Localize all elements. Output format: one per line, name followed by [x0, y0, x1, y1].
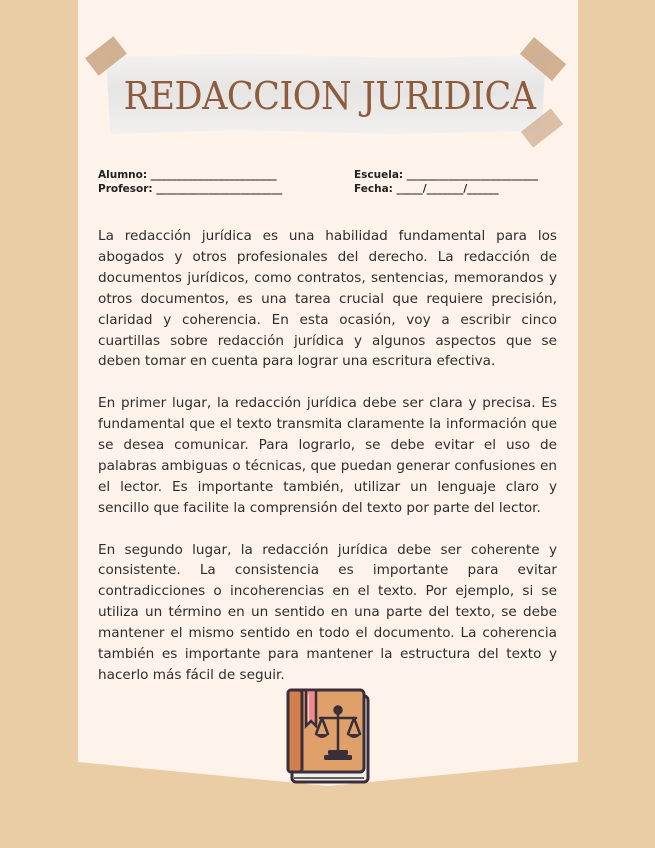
law-book-icon [284, 688, 372, 786]
field-profesor[interactable]: Profesor: ________________________ [98, 183, 283, 195]
field-escuela[interactable]: Escuela: _________________________ [354, 169, 539, 181]
paragraph-2: En primer lugar, la redacción jurídica debe ser clara y precisa. Es fundamental que el texto transmita claramente la información que se desea comunicar. Para lograrlo, se debe evitar el uso de palabras ambiguas o técnicas, que puedan generar confusiones en el lector. Es importante también, utilizar un lenguaje claro y sencillo que facilite la comprensión del texto por parte del lector. [98, 395, 557, 516]
paragraph-3: En segundo lugar, la redacción jurídica debe ser coherente y consistente. La consistencia es importante para evitar contradicciones o incoherencias en el texto. Por ejemplo, si se utiliza un término en un sentido en una parte del texto, se debe mantener el mismo sentido en todo el documento. La coherencia también es importante para mantener la estructura del texto y hacerlo más fácil de seguir. [98, 541, 557, 683]
field-fecha[interactable]: Fecha: _____/_______/______ [354, 183, 499, 195]
page-title: REDACCION JURIDICA [123, 74, 536, 118]
field-alumno[interactable]: Alumno: ________________________ [98, 169, 277, 181]
paragraph-1: La redacción jurídica es una habilidad fundamental para los abogados y otros profesionales del derecho. La redacción de documentos jurídicos, como contratos, sentencias, memorandos y otros documentos, es una tarea crucial que requiere precisión, claridad y coherencia. En esta ocasión, voy a escribir cinco cuartillas sobre redacción jurídica y algunos aspectos que se deben tomar en cuenta para lograr una escritura efectiva. [98, 228, 557, 370]
body-text [98, 226, 557, 707]
title-area [0, 0, 655, 150]
